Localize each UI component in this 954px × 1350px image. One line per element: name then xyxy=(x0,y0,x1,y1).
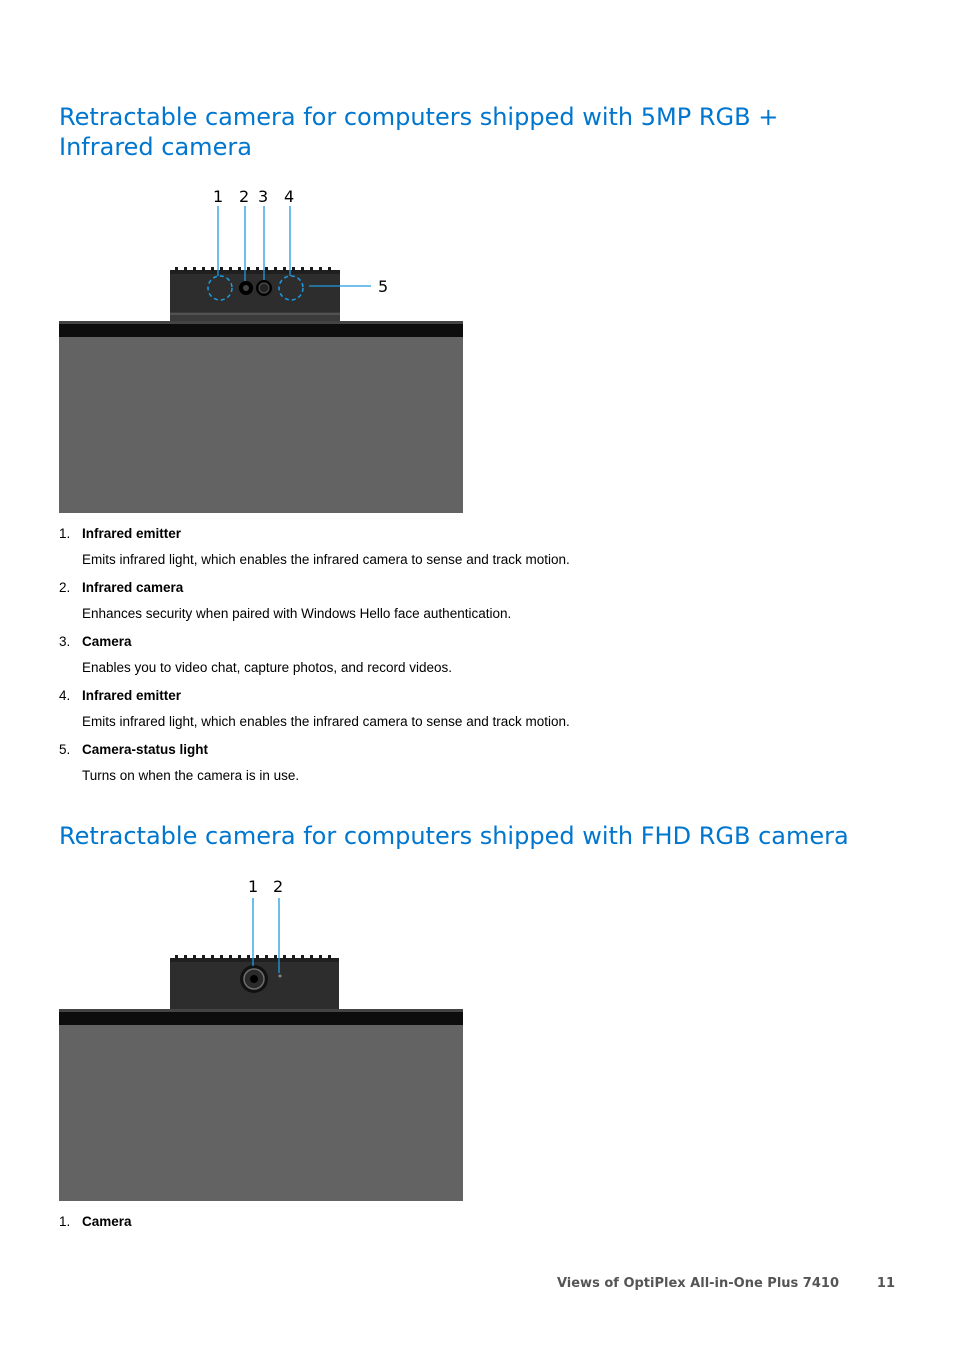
section-title-5mp-ir: Retractable camera for computers shipped with 5MP RGB + Infrared camera xyxy=(59,103,779,161)
callout-3: 3 xyxy=(258,187,269,206)
list-item: 1. Infrared emitter Emits infrared light, which enables the infrared camera to sense and track motion. xyxy=(59,526,859,568)
item-desc: Turns on when the camera is in use. xyxy=(82,768,300,783)
callout-1: 1 xyxy=(213,187,224,206)
camera-module xyxy=(170,955,339,1009)
page-number: 11 xyxy=(876,1276,895,1291)
item-desc: Emits infrared light, which enables the infrared camera to sense and track motion. xyxy=(82,552,570,567)
figure-fhd-camera xyxy=(59,866,479,1202)
item-title: Infrared emitter xyxy=(82,526,182,541)
item-desc: Emits infrared light, which enables the infrared camera to sense and track motion. xyxy=(82,714,570,729)
item-title: Camera-status light xyxy=(82,742,209,757)
list-item: 2. Infrared camera Enhances security when paired with Windows Hello face authentication. xyxy=(59,580,859,622)
item-title: Infrared emitter xyxy=(82,688,182,703)
callout-5: 5 xyxy=(378,277,389,296)
item-title: Camera xyxy=(82,1214,132,1229)
list-item: 3. Camera Enables you to video chat, capture photos, and record videos. xyxy=(59,634,859,676)
camera-module xyxy=(170,267,340,321)
callout-1: 1 xyxy=(248,877,259,896)
component-list-fhd xyxy=(59,1214,859,1230)
item-title: Camera xyxy=(82,634,132,649)
list-item: 1. Camera xyxy=(59,1214,859,1230)
item-desc: Enables you to video chat, capture photos, and record videos. xyxy=(82,660,452,675)
figure-5mp-ir-camera xyxy=(59,178,479,514)
item-desc: Enhances security when paired with Windows Hello face authentication. xyxy=(82,606,512,621)
list-item: 5. Camera-status light Turns on when the camera is in use. xyxy=(59,742,859,784)
component-list-5mp-ir xyxy=(59,526,859,784)
item-title: Infrared camera xyxy=(82,580,184,595)
callout-4: 4 xyxy=(284,187,295,206)
footer-doc-title: Views of OptiPlex All-in-One Plus 7410 xyxy=(556,1276,839,1291)
section-title-fhd: Retractable camera for computers shipped with FHD RGB camera xyxy=(59,822,849,850)
display-screen xyxy=(59,1025,463,1201)
display-screen xyxy=(59,337,463,513)
callout-2: 2 xyxy=(239,187,250,206)
list-item: 4. Infrared emitter Emits infrared light, which enables the infrared camera to sense and track motion. xyxy=(59,688,859,730)
callout-2: 2 xyxy=(273,877,284,896)
